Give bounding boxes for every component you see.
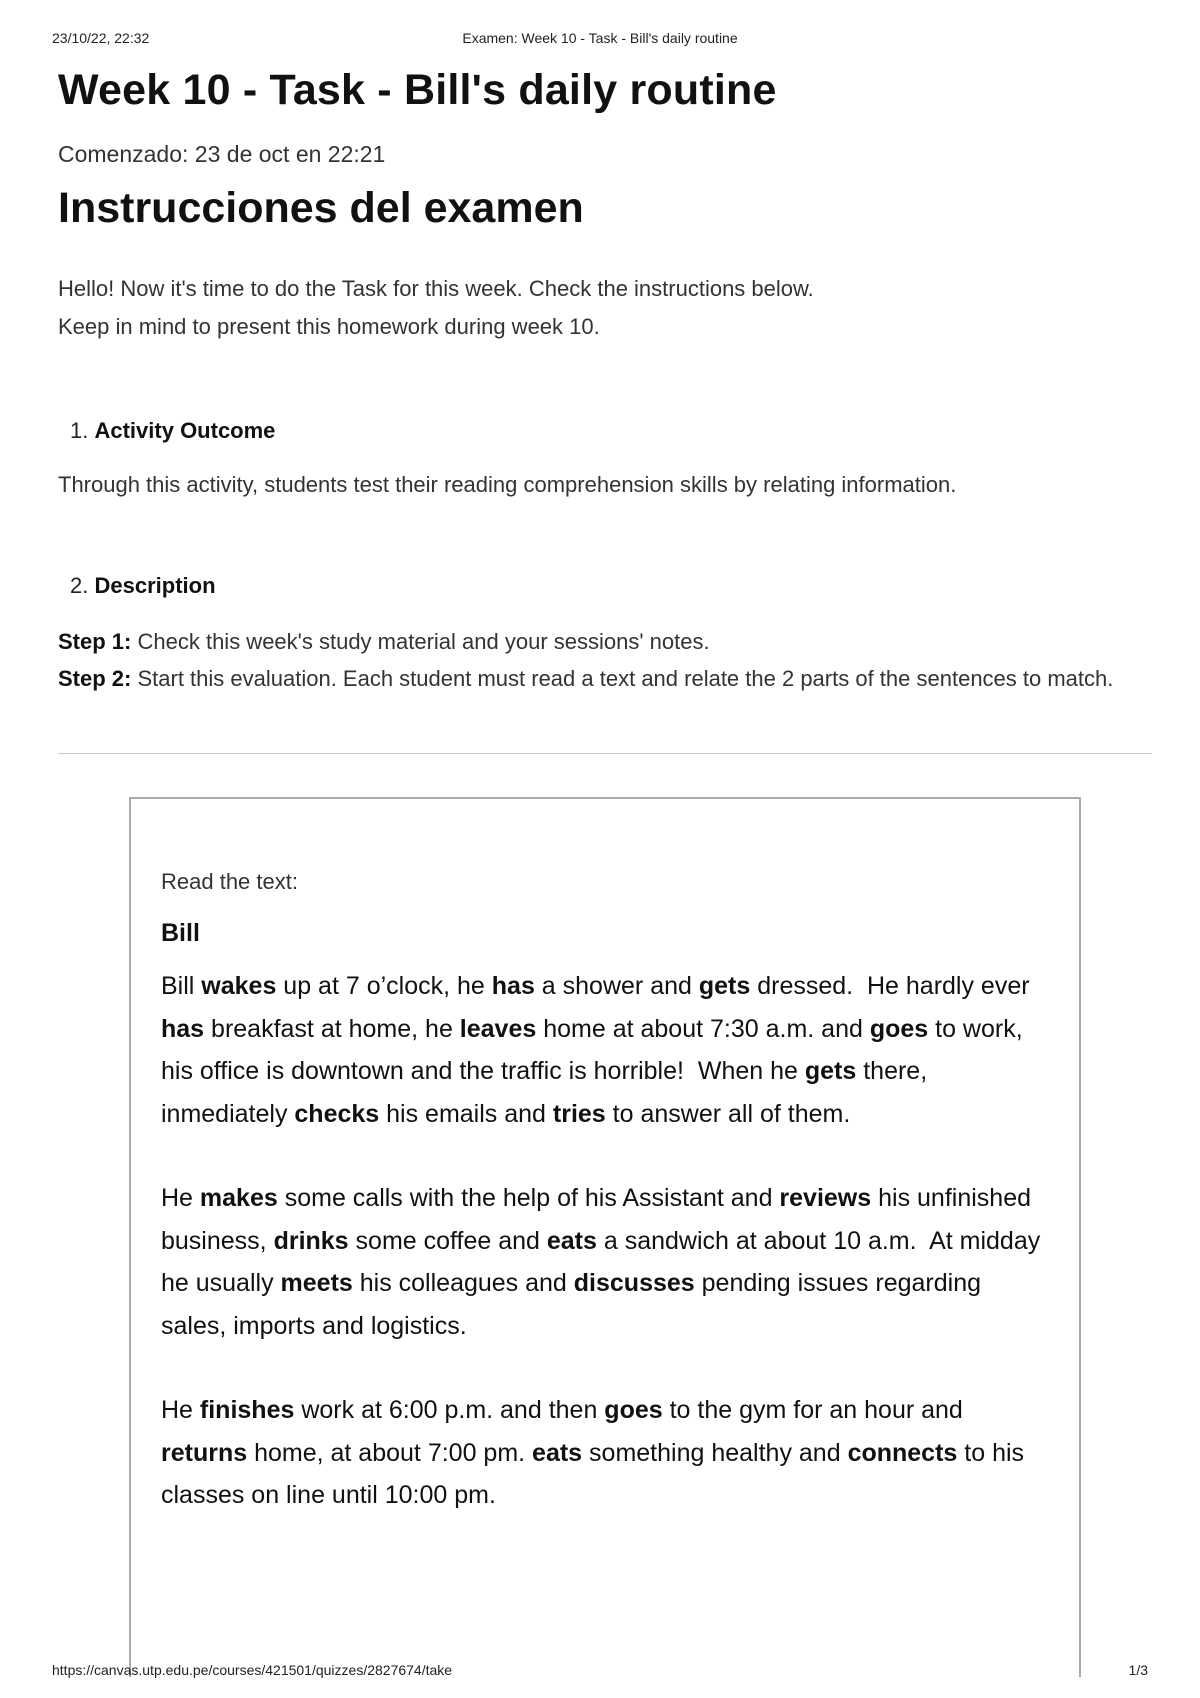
reading-content	[161, 867, 1041, 1517]
print-date: 23/10/22, 22:32	[52, 30, 150, 46]
section-number: 2.	[70, 573, 89, 598]
section-description	[58, 571, 1152, 601]
text-run: breakfast at home, he	[204, 1014, 460, 1043]
text-run: something healthy and	[582, 1438, 848, 1467]
reading-paragraph	[161, 1389, 1041, 1517]
verb-highlight: eats	[532, 1438, 583, 1467]
text-run: his colleagues and	[352, 1269, 574, 1297]
verb-highlight: goes	[604, 1396, 663, 1424]
section-activity-outcome	[58, 416, 1152, 446]
verb-highlight: gets	[804, 1057, 857, 1085]
verb-highlight: finishes	[199, 1396, 295, 1424]
verb-highlight: leaves	[459, 1014, 537, 1043]
text-run: work at 6:00 p.m. and then	[294, 1396, 605, 1424]
text-run: to answer all of them.	[605, 1099, 851, 1128]
text-run: some coffee and	[348, 1226, 547, 1255]
step-label: Step 2:	[58, 666, 132, 691]
page-url: https://canvas.utp.edu.pe/courses/421501/quizzes/2827674/take	[52, 1662, 453, 1678]
quiz-title: Week 10 - Task - Bill's daily routine	[58, 66, 777, 114]
text-run: to work, his office is downtown and the traffic is horrible! When he	[161, 1014, 1023, 1085]
text-run: a shower and	[534, 972, 699, 1000]
verb-highlight: drinks	[273, 1226, 349, 1255]
verb-highlight: discusses	[573, 1269, 695, 1297]
step-1	[58, 623, 1152, 660]
reading-paragraph	[161, 1177, 1041, 1347]
text-run: a sandwich at about 10 a.m. At midday he usually	[161, 1226, 1041, 1297]
verb-highlight: meets	[280, 1269, 353, 1297]
verb-highlight: has	[161, 1014, 205, 1043]
verb-highlight: wakes	[201, 972, 277, 1000]
read-label: Read the text:	[161, 869, 298, 894]
verb-highlight: makes	[199, 1184, 278, 1212]
instructions-heading: Instrucciones del examen	[58, 184, 584, 232]
reading-box	[129, 797, 1081, 1677]
text-run: there, inmediately	[161, 1057, 928, 1128]
text-run: to the gym for an hour and	[662, 1396, 963, 1424]
step-label: Step 1:	[58, 629, 132, 654]
verb-highlight: eats	[546, 1226, 597, 1255]
verb-highlight: reviews	[779, 1184, 872, 1212]
divider	[58, 753, 1152, 754]
verb-highlight: connects	[847, 1438, 958, 1467]
print-header	[52, 30, 1148, 50]
text-run: to his classes on line until 10:00 pm.	[161, 1438, 1025, 1509]
verb-highlight: has	[491, 972, 535, 1000]
step-text: Start this evaluation. Each student must read a text and relate the 2 parts of the sentences to match.	[137, 666, 1114, 691]
section-title: Description	[94, 573, 216, 598]
verb-highlight: tries	[552, 1099, 606, 1128]
text-run: some calls with the help of his Assistant and	[277, 1184, 780, 1212]
reading-paragraph	[161, 965, 1041, 1135]
text-run: Bill	[161, 972, 202, 1000]
page-number: 1/3	[1128, 1662, 1148, 1678]
step-2	[58, 660, 1152, 697]
steps-list	[58, 623, 1152, 697]
text-run: home, at about 7:00 pm.	[247, 1438, 533, 1467]
step-text: Check this week's study material and your sessions' notes.	[137, 629, 710, 654]
verb-highlight: checks	[294, 1099, 380, 1128]
text-run: dressed. He hardly ever	[750, 972, 1030, 1000]
verb-highlight: goes	[869, 1014, 929, 1043]
print-footer	[52, 1662, 1148, 1682]
print-page-title: Examen: Week 10 - Task - Bill's daily routine	[462, 30, 738, 46]
intro-line-2: Keep in mind to present this homework during week 10.	[58, 314, 600, 339]
text-run: He	[161, 1184, 200, 1212]
text-run: home at about 7:30 a.m. and	[536, 1014, 870, 1043]
verb-highlight: gets	[698, 972, 751, 1000]
intro-text	[58, 270, 1152, 346]
section-title: Activity Outcome	[94, 418, 276, 443]
reading-title: Bill	[161, 919, 200, 947]
text-run: He	[161, 1396, 200, 1424]
intro-line-1: Hello! Now it's time to do the Task for this week. Check the instructions below.	[58, 276, 814, 301]
started-timestamp: Comenzado: 23 de oct en 22:21	[58, 141, 386, 167]
text-run: his emails and	[379, 1099, 553, 1128]
text-run: up at 7 o’clock, he	[276, 972, 492, 1000]
outcome-text: Through this activity, students test their reading comprehension skills by relating information.	[58, 472, 957, 497]
verb-highlight: returns	[161, 1438, 248, 1467]
text-run: pending issues regarding sales, imports and logistics.	[161, 1269, 982, 1340]
text-run: his unfinished business,	[161, 1184, 1031, 1255]
quiz-content	[58, 62, 1152, 697]
section-number: 1.	[70, 418, 89, 443]
